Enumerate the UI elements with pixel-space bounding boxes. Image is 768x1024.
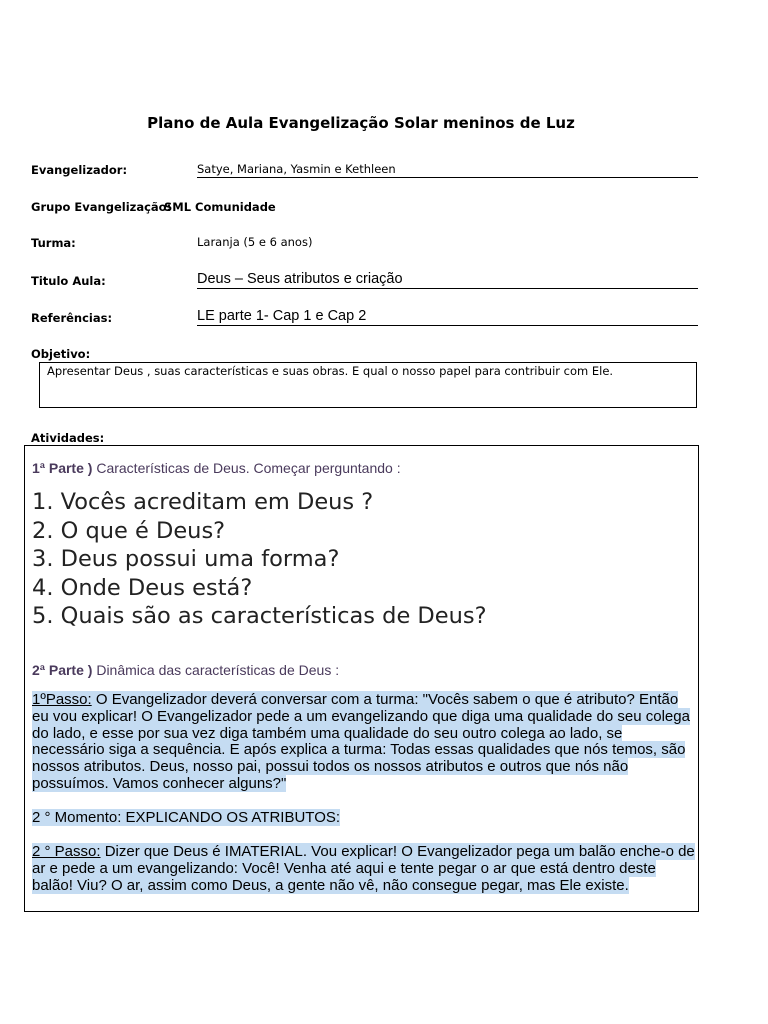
moment2-paragraph — [32, 810, 697, 827]
referencias-value: LE parte 1- Cap 1 e Cap 2 — [197, 308, 698, 326]
titulo-label: Titulo Aula: — [31, 274, 106, 288]
titulo-value: Deus – Seus atributos e criação — [197, 271, 698, 289]
grupo-label: Grupo Evangelização: — [31, 200, 172, 214]
atividades-label: Atividades: — [31, 431, 105, 445]
objetivo-box — [39, 362, 697, 408]
page-title: Plano de Aula Evangelização Solar meninos de Luz — [147, 114, 575, 132]
part2-heading: 2ª Parte ) — [32, 662, 93, 678]
question-item: 1. Vocês acreditam em Deus ? — [32, 489, 374, 515]
step1-label: 1ºPasso: — [32, 691, 92, 708]
step1-text: O Evangelizador deverá conversar com a turma: "Vocês sabem o que é atributo? Então eu vou explicar! O Evangelizador pede a um evangelizando que diga uma qualidade do seu colega do lado, e esse por sua vez diga também uma qualidade do seu outro colega ao lado, se necessário siga a sequência. E após explica a turma: Todas essas qualidades que nós temos, são nossos atributos. Deus, nosso pai, possui todos os nossos atributos e outros que nós não possuímos. Vamos conhecer alguns?" — [32, 691, 690, 792]
question-item: 5. Quais são as características de Deus? — [32, 603, 487, 629]
referencias-label: Referências: — [31, 311, 113, 325]
grupo-value: SML Comunidade — [164, 200, 276, 214]
atividades-box — [24, 445, 699, 912]
evangelizador-value: Satye, Mariana, Yasmin e Kethleen — [197, 162, 698, 178]
question-item: 4. Onde Deus está? — [32, 574, 253, 601]
turma-value: Laranja (5 e 6 anos) — [197, 235, 313, 249]
step2-paragraph — [32, 844, 697, 894]
moment2-text: 2 ° Momento: EXPLICANDO OS ATRIBUTOS: — [32, 809, 341, 826]
part1-heading: 1ª Parte ) — [32, 460, 93, 476]
part2-text: Dinâmica das características de Deus : — [96, 662, 340, 678]
question-item: 3. Deus possui uma forma? — [32, 546, 340, 572]
objetivo-label: Objetivo: — [31, 347, 91, 361]
question-item: 2. O que é Deus? — [32, 517, 226, 544]
objetivo-text: Apresentar Deus , suas características e suas obras. E qual o nosso papel para contribuir com Ele. — [47, 364, 614, 378]
step2-text: Dizer que Deus é IMATERIAL. Vou explicar! O Evangelizador pega um balão enche-o de ar e pede a um evangelizando: Você! Venha até aqui e tente pegar o ar que está dentro deste balão! Viu? O ar, assim como Deus, a gente não vê, não consegue pegar, mas Ele existe. — [32, 843, 695, 894]
step2-label: 2 ° Passo: — [32, 843, 101, 860]
evangelizador-label: Evangelizador: — [31, 163, 128, 177]
step1-paragraph — [32, 692, 697, 793]
part1-line — [32, 460, 401, 476]
question-list — [32, 488, 487, 631]
part1-text: Características de Deus. Começar perguntando : — [96, 460, 401, 476]
part2-line — [32, 662, 339, 678]
turma-label: Turma: — [31, 236, 76, 250]
